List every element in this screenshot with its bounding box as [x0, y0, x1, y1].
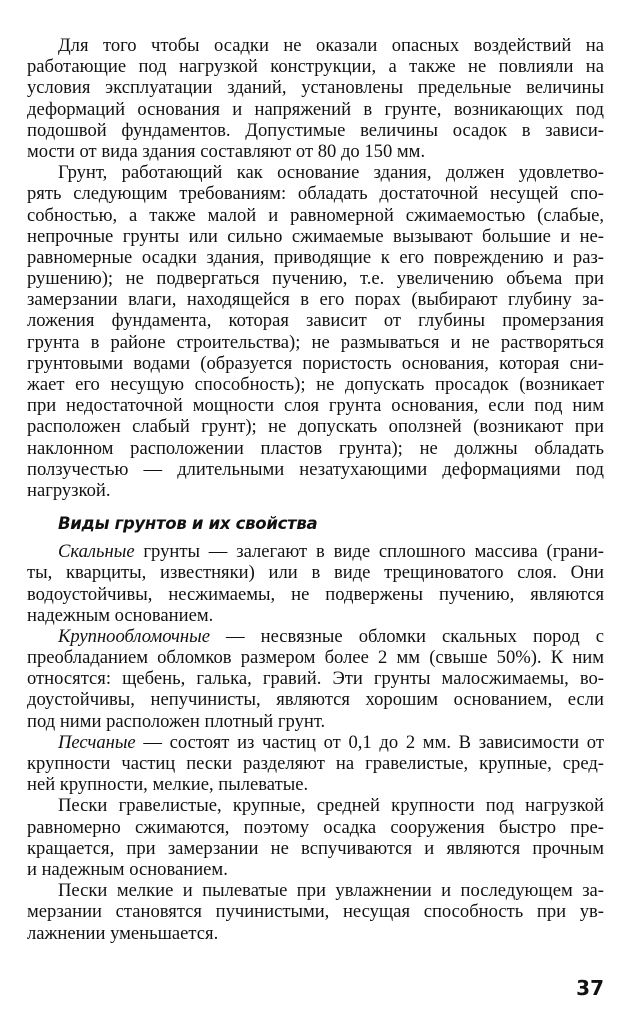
text-line	[27, 817, 604, 838]
page-text	[27, 35, 604, 944]
term: Скальные	[58, 541, 135, 563]
line-text: условия эксплуатации зданий, установлены предельные величины	[27, 77, 604, 99]
line-text: крупности частиц пески разделяют на гравелистые, крупные, сред-	[27, 753, 604, 774]
line-text: доустойчивы, непучинисты, являются хорошим основанием, если	[27, 689, 604, 711]
line-text: кращается, при замерзании не вспучиваются и являются прочным	[27, 837, 604, 859]
line-text: надежным основанием.	[27, 604, 214, 626]
text-line	[27, 584, 604, 605]
line-text: равномерно сжимаются, поэтому осадка сооружения быстро пре-	[27, 816, 604, 838]
text-line	[27, 795, 604, 816]
text-line	[27, 668, 604, 689]
text-line	[27, 289, 604, 310]
text-line	[27, 310, 604, 331]
text-line	[27, 77, 604, 98]
line-text: Пески гравелистые, крупные, средней крупности под нагрузкой	[58, 795, 604, 817]
line-text: рять следующим требованиям: обладать достаточной несущей спо-	[27, 183, 604, 205]
line-text: мерзании становятся пучинистыми, несущая способность при ув-	[27, 901, 604, 923]
text-line	[27, 901, 604, 922]
line-text: — состоят из частиц от 0,1 до 2 мм. В зависимости от	[135, 731, 604, 753]
paragraph	[27, 541, 604, 626]
line-text: преобладанием обломков размером более 2 мм (свыше 50%). К ним	[27, 647, 604, 669]
line-text: мости от вида здания составляют от 80 до 150 мм.	[27, 140, 426, 162]
paragraph	[27, 880, 604, 944]
text-line	[27, 689, 604, 710]
text-line	[27, 859, 604, 880]
line-text: нагрузкой.	[27, 479, 111, 501]
term: Песчаные	[58, 731, 136, 753]
text-line	[27, 35, 604, 56]
line-text: равномерные осадки здания, приводящие к его повреждению и раз-	[27, 246, 604, 268]
page-number: 37	[576, 976, 604, 1000]
term: Крупнообломочные	[58, 625, 210, 647]
text-line	[27, 141, 604, 162]
line-text: под ними расположен плотный грунт.	[27, 710, 326, 732]
text-line	[27, 353, 604, 374]
line-text: — несвязные обломки скальных пород с	[209, 625, 604, 647]
text-line	[27, 541, 604, 562]
line-text: собностью, а также малой и равномерной сжимаемостью (слабые,	[27, 204, 604, 226]
line-text: относятся: щебень, галька, гравий. Эти грунты малосжимаемы, во-	[27, 668, 604, 690]
line-text: Пески мелкие и пылеватые при увлажнении и последующем за-	[58, 880, 604, 902]
line-text: лажнении уменьшается.	[27, 922, 219, 944]
line-text: ползучестью — длительными незатухающими деформациями под	[27, 458, 604, 480]
text-line	[27, 711, 604, 732]
line-text: грунта в районе строительства); не размываться и не растворяться	[27, 331, 604, 353]
line-text: при недостаточной мощности слоя грунта основания, если под ним	[27, 395, 604, 417]
text-line	[27, 605, 604, 626]
text-line	[27, 923, 604, 944]
text-line	[27, 459, 604, 480]
line-text: работающие под нагрузкой конструкции, а также не повлияли на	[27, 56, 604, 78]
section-heading: Виды грунтов и их свойства	[58, 514, 318, 534]
line-text: Грунт, работающий как основание здания, должен удовлетво-	[58, 162, 604, 184]
line-text: расположен слабый грунт); не допускать оползней (возникают при	[27, 416, 604, 438]
text-line	[27, 562, 604, 583]
intro-section	[27, 35, 604, 501]
text-line	[27, 332, 604, 353]
text-line	[27, 56, 604, 77]
text-line	[27, 120, 604, 141]
text-line	[27, 774, 604, 795]
line-text: Для того чтобы осадки не оказали опасных воздействий на	[58, 35, 604, 56]
line-text: подошвой фундаментов. Допустимые величины осадок в зависи-	[27, 119, 604, 141]
line-text: грунтовыми водами (образуется пористость основания, которая сни-	[27, 352, 604, 374]
text-line	[27, 438, 604, 459]
line-text: деформаций основания и напряжений в грунте, возникающих под	[27, 98, 604, 120]
line-text: замерзании влаги, находящейся в его порах (выбирают глубину за-	[27, 289, 604, 311]
text-line	[27, 880, 604, 901]
text-line	[27, 416, 604, 437]
text-line	[27, 247, 604, 268]
line-text: водоустойчивы, несжимаемы, не подвержены пучению, являются	[27, 583, 604, 605]
line-text: жает его несущую способность); не допускать просадок (возникает	[27, 374, 604, 395]
line-text: ложения фундамента, которая зависит от глубины промерзания	[27, 310, 604, 332]
line-text: непрочные грунты или сильно сжимаемые вызывают большие и не-	[27, 225, 604, 247]
paragraph	[27, 795, 604, 880]
text-line	[27, 732, 604, 753]
line-text: и надежным основанием.	[27, 858, 228, 880]
line-text: грунты — залегают в виде сплошного массива (грани-	[134, 541, 604, 563]
text-line	[27, 374, 604, 395]
text-line	[27, 838, 604, 859]
paragraph	[27, 626, 604, 732]
text-line	[27, 647, 604, 668]
line-text: наклонном расположении пластов грунта); не должны обладать	[27, 437, 604, 459]
text-line	[27, 395, 604, 416]
line-text: ней крупности, мелкие, пылеватые.	[27, 774, 309, 796]
text-line	[27, 183, 604, 204]
text-line	[27, 480, 604, 501]
line-text: ты, кварциты, известняки) или в виде трещиноватого слоя. Они	[27, 562, 604, 584]
text-line	[27, 268, 604, 289]
text-line	[27, 162, 604, 183]
text-line	[27, 205, 604, 226]
paragraph	[27, 35, 604, 162]
text-line	[27, 753, 604, 774]
text-line	[27, 626, 604, 647]
line-text: рушению); не подвергаться пучению, т.е. увеличению объема при	[27, 268, 604, 290]
soil-types-section	[27, 541, 604, 944]
paragraph	[27, 162, 604, 501]
text-line	[27, 99, 604, 120]
paragraph	[27, 732, 604, 796]
text-line	[27, 226, 604, 247]
